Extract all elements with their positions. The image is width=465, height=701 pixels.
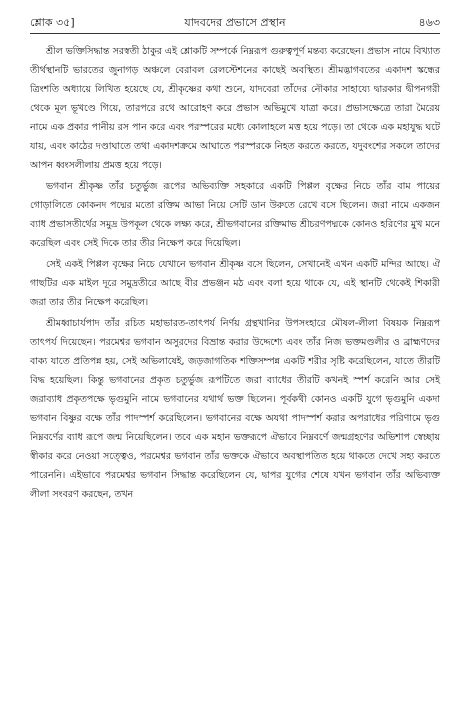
verse-reference: শ্লোক ৩৫] — [30, 16, 75, 29]
chapter-title: যাদবদের প্রভাসে প্রস্থান — [184, 16, 286, 29]
header-divider — [30, 33, 440, 34]
page-number: ৪৬৩ — [418, 16, 440, 29]
page-body — [30, 42, 440, 506]
paragraph-3: সেই একই পিপ্পল বৃক্ষের নিচে যেখানে ভগবান শ্রীকৃষ্ণ বসে ছিলেন, সেখানেই এখন একটি মন্দির আছে। ঐ গাছটির এক মাইল দূরে সমুদ্রতীরে আছে বীর প্রভঞ্জন মঠ এবং বলা হয়ে থাকে যে, এই স্থানটি থেকেই শিকারী জরা তার তীর নিক্ষেপ করেছিল। — [30, 259, 440, 308]
paragraph-2: ভগবান শ্রীকৃষ্ণ তাঁর চতুর্ভুজ রূপের অভিব্যক্তি সহকারে একটি পিপ্পল বৃক্ষের নিচে তাঁর বাম পায়ের গোড়ালিতে কোকনদ পদ্মের মতো রক্তিম আভা নিয়ে সেটি ডান উরুতে রেখে বসে ছিলেন। জরা নামে একজন ব্যাধ প্রভাসতীর্থের সমুদ্র উপকূল থেকে লক্ষ্য করে, শ্রীভগবানের রক্তিমাভ শ্রীচরণপদ্মকে কোনও হরিণের মুখ মনে করেছিল এবং সেই দিকে তার তীর নিক্ষেপ করে দিয়েছিল। — [30, 181, 440, 249]
paragraph-4: শ্রীমধ্বাচার্যপাদ তাঁর রচিত মহাভারত-তাৎপর্য নির্ণয় গ্রন্থখানির উপসংহারে মৌষল-লীলা বিষয়ক নিম্নরূপ তাৎপর্য দিয়েছেন। পরমেশ্বর ভগবান অসুরদের বিভ্রান্ত করার উদ্দেশ্যে এবং তাঁর নিজ ভক্তমণ্ডলীর ও ব্রাহ্মণদের বাক্য যাতে প্রতিপন্ন হয়, সেই অভিলাষেই, জড়জাগতিক শক্তিসম্পন্ন একটি শরীর সৃষ্টি করেছিলেন, যাতে তীরটি বিদ্ধ হয়েছিল। কিন্তু ভগবানের প্রকৃত চতুর্ভুজ রূপটিতে জরা ব্যাধের তীরটি কখনই স্পর্শ করেনি আর সেই জরাব্যাধ প্রকৃতপক্ষে ভৃগুমুনি নামে ভগবানের যথার্থ ভক্ত ছিলেন। পূর্বকথী কোনও একটি যুগে ভৃগুমুনি একদা ভগবান বিষ্ণুর বক্ষে তাঁর পাদস্পর্শ করেছিলেন। ভগবানের বক্ষে অযথা পাদস্পর্শ করার অপরাধের পরিণামে ভৃগু নিম্নবর্ণের ব্যাধ রূপে জন্ম নিয়েছিলেন। তবে এক মহান ভক্তরূপে ঐভাবে নিম্নবর্ণে জন্মগ্রহণের অভিশাপ স্বেচ্ছায় স্বীকার করে নেওয়া সত্ত্বেও, পরমেশ্বর ভগবান তাঁর ভক্তকে ঐভাবে অবস্থাপতিত হয়ে থাকতে দেখে সহ্য করতে পারেননি। এইভাবে পরমেশ্বর ভগবান সিদ্ধান্ত করেছিলেন যে, দ্বাপর যুগের শেষে যখন ভগবান তাঁর অভিব্যক্ত লীলা সংবরণ করছেন, তখন — [30, 318, 440, 500]
paragraph-1: শ্রীল ভক্তিসিদ্ধান্ত সরস্বতী ঠাকুর এই শ্লোকটি সম্পর্কে নিম্নরূপ গুরুত্বপূর্ণ মন্তব্য করেছেন। প্রভাস নামে বিখ্যাত তীর্থস্থানটি ভারতের জুনাগড় অঞ্চলে বেরাবল রেলস্টেশনের কাছেই অবস্থিত। শ্রীমদ্ভাগবতের একাদশ স্কন্ধের ত্রিংশতি অধ্যায়ে লিখিত হয়েছে যে, শ্রীকৃষ্ণের কথা শুনে, যাদবেরা তাঁদের নৌকার সাহায্যে দ্বারকার দ্বীপনগরী থেকে মূল ভূখণ্ডে গিয়ে, তারপরে রথে আরোহণ করে প্রভাস অভিমুখে যাত্রা করে। প্রভাসক্ষেত্রে তারা মৈরেয় নামে এক প্রকার পানীয় রস পান করে এবং পরস্পরের মধ্যে কোলাহলে মত্ত হয়ে পড়ে। তা থেকে এক মহাযুদ্ধ ঘটে যায়, এবং কাঠের দণ্ডাঘাতে তথা একাদশক্রমে আঘাতে পরস্পরকে নিহত করতে করতে, যদুবংশের সকলে তাদের আপন ধ্বংসলীলায় প্রমত্ত হয়ে পড়ে। — [30, 46, 440, 171]
page-header — [30, 14, 440, 32]
